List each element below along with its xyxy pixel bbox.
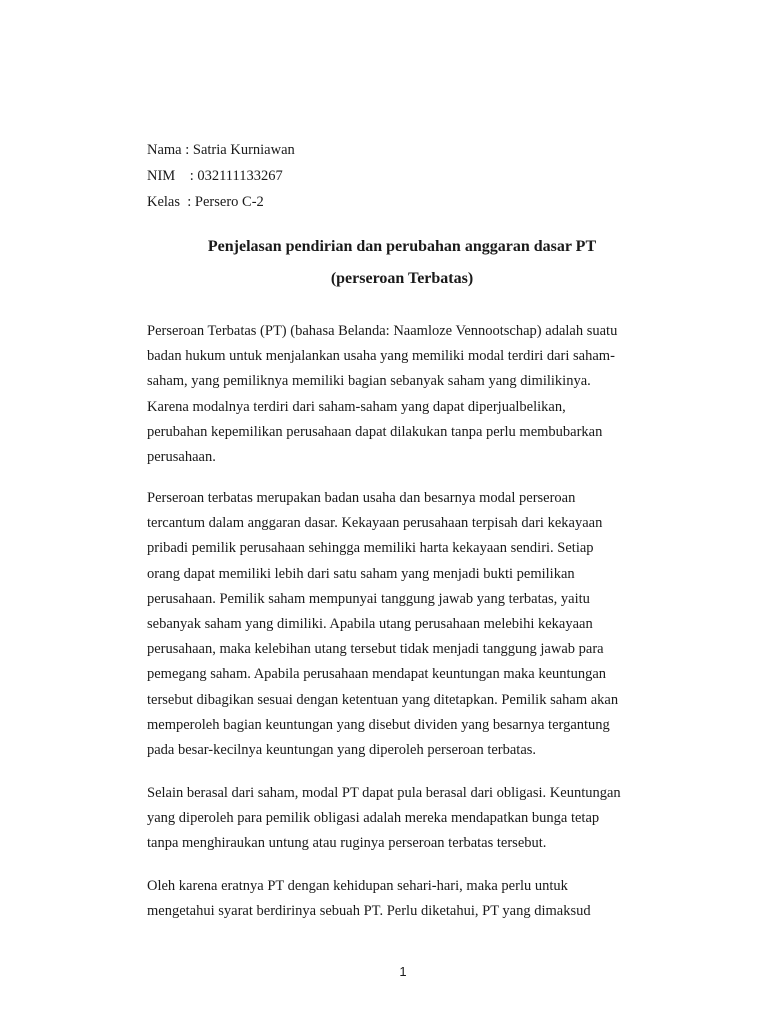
paragraph-line: tercantum dalam anggaran dasar. Kekayaan perusahaan terpisah dari kekayaan <box>147 515 603 532</box>
paragraph-line: orang dapat memiliki lebih dari satu saham yang menjadi bukti pemilikan <box>147 565 575 582</box>
paragraph-3 <box>147 781 667 857</box>
paragraph-line: sebanyak saham yang dimiliki. Apabila utang perusahaan melebihi kekayaan <box>147 615 593 632</box>
paragraph-line: pribadi pemilik perusahaan sehingga memiliki harta kekayaan sendiri. Setiap <box>147 540 594 557</box>
paragraph-line: pada besar-kecilnya keuntungan yang diperoleh perseroan terbatas. <box>147 741 537 758</box>
paragraph-1 <box>147 319 667 470</box>
paragraph-line: Perseroan terbatas merupakan badan usaha dan besarnya modal perseroan <box>147 490 576 506</box>
document-title-line-1: Penjelasan pendirian dan perubahan anggaran dasar PT <box>207 238 597 255</box>
class-row: Kelas : Persero C-2 <box>147 194 264 210</box>
paragraph-line: perusahaan. Pemilik saham mempunyai tanggung jawab yang terbatas, yaitu <box>147 590 590 607</box>
document-title-line-2: (perseroan Terbatas) <box>330 270 474 287</box>
paragraph-4 <box>147 874 667 924</box>
student-identity <box>147 137 295 215</box>
paragraph-line: badan hukum untuk menjalankan usaha yang memiliki modal terdiri dari saham- <box>147 348 615 365</box>
paragraph-line: mengetahui syarat berdirinya sebuah PT. Perlu diketahui, PT yang dimaksud <box>147 903 591 920</box>
name-row: Nama : Satria Kurniawan <box>147 142 295 158</box>
paragraph-line: tanpa menghiraukan untung atau ruginya perseroan terbatas tersebut. <box>147 835 547 852</box>
paragraph-line: perubahan kepemilikan perusahaan dapat dilakukan tanpa perlu membubarkan <box>147 423 603 440</box>
paragraph-line: Oleh karena eratnya PT dengan kehidupan sehari-hari, maka perlu untuk <box>147 878 568 894</box>
paragraph-line: tersebut dibagikan sesuai dengan ketentuan yang ditetapkan. Pemilik saham akan <box>147 691 619 708</box>
paragraph-line: yang diperoleh para pemilik obligasi adalah mereka mendapatkan bunga tetap <box>147 810 600 827</box>
paragraph-line: Perseroan Terbatas (PT) (bahasa Belanda: Naamloze Vennootschap) adalah suatu <box>147 323 618 339</box>
page-number: 1 <box>399 964 407 979</box>
paragraph-line: Selain berasal dari saham, modal PT dapat pula berasal dari obligasi. Keuntungan <box>147 785 621 801</box>
paragraph-line: perusahaan. <box>147 448 216 465</box>
paragraph-line: memperoleh bagian keuntungan yang disebut dividen yang besarnya tergantung <box>147 716 610 733</box>
nim-row: NIM : 032111133267 <box>147 168 283 184</box>
paragraph-line: Karena modalnya terdiri dari saham-saham yang dapat diperjualbelikan, <box>147 398 566 415</box>
paragraph-line: perusahaan, maka kelebihan utang tersebut tidak menjadi tanggung jawab para <box>147 641 604 658</box>
paragraph-line: pemegang saham. Apabila perusahaan mendapat keuntungan maka keuntungan <box>147 666 607 683</box>
paragraph-2 <box>147 486 667 763</box>
paragraph-line: saham, yang pemiliknya memiliki bagian sebanyak saham yang dimilikinya. <box>147 373 591 390</box>
